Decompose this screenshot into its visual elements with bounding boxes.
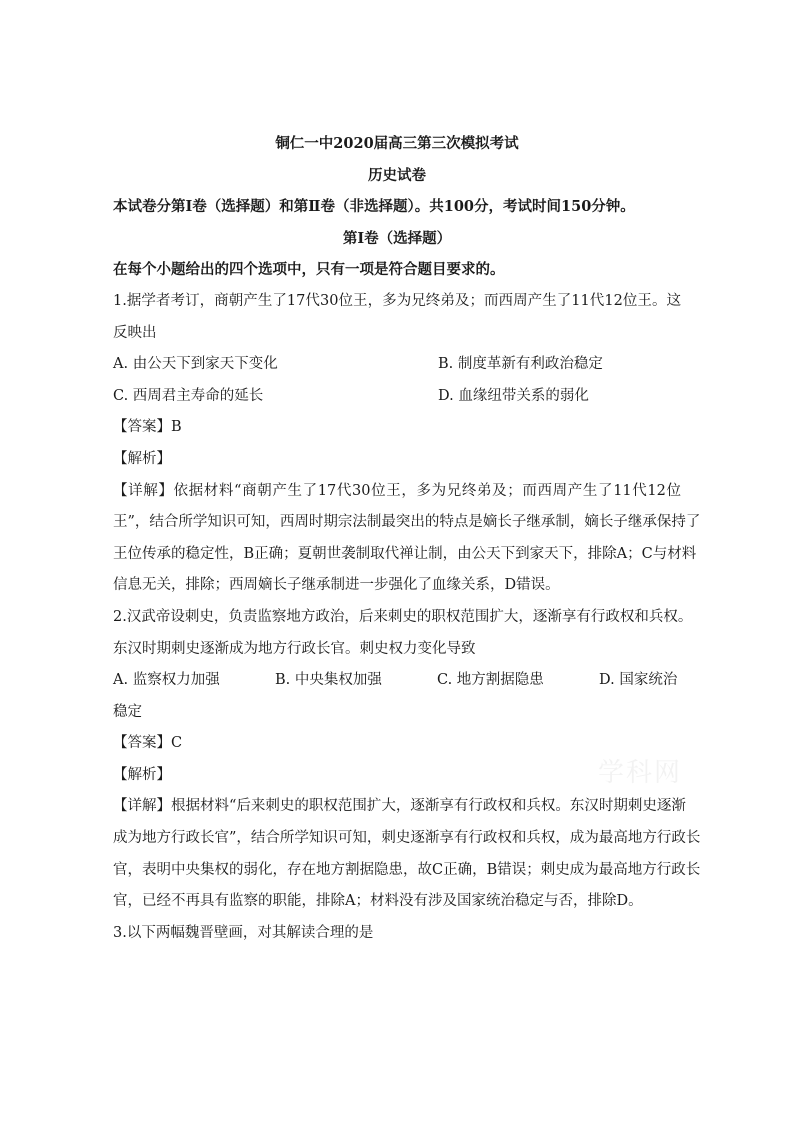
section-title: 第Ⅰ卷（选择题） <box>342 229 452 247</box>
q2-detail-line3: 官，表明中央集权的弱化，存在地方割据隐患，故C正确，B错误；刺史成为最高地方行政长 <box>113 861 701 878</box>
q2-option-d[interactable]: D. 国家统治 <box>599 672 678 689</box>
q1-detail-line4: 信息无关，排除；西周嫡长子继承制进一步强化了血缘关系，D错误。 <box>113 577 560 594</box>
q1-option-b[interactable]: B. 制度革新有利政治稳定 <box>438 356 603 373</box>
subject-title: 历史试卷 <box>368 166 426 184</box>
q1-option-c[interactable]: C. 西周君主寿命的延长 <box>113 387 264 404</box>
watermark: 学科网 <box>598 758 683 788</box>
q1-options-row1 <box>113 349 681 381</box>
q2-options-row <box>113 665 681 697</box>
q1-detail-line2: 王”，结合所学知识可知，西周时期宗法制最突出的特点是嫡长子继承制，嫡长子继承保持了 <box>113 514 701 531</box>
exam-instructions: 本试卷分第Ⅰ卷（选择题）和第Ⅱ卷（非选择题）。共100分，考试时间150分钟。 <box>113 198 635 216</box>
q2-stem-line1: 2.汉武帝设刺史，负责监察地方政治，后来刺史的职权范围扩大，逐渐享有行政权和兵权。 <box>113 608 693 625</box>
q1-stem-line2: 反映出 <box>113 324 157 341</box>
q2-stem-line2: 东汉时期刺史逐渐成为地方行政长官。刺史权力变化导致 <box>113 640 476 657</box>
q1-option-d[interactable]: D. 血缘纽带关系的弱化 <box>438 387 589 404</box>
q2-option-d-overflow: 稳定 <box>113 703 142 720</box>
q2-detail-line2: 成为地方行政长官”，结合所学知识可知，刺史逐渐享有行政权和兵权，成为最高地方行政长 <box>113 830 701 847</box>
q2-detail-line4: 官，已经不再具有监察的职能，排除A；材料没有涉及国家统治稳定与否，排除D。 <box>113 893 643 910</box>
exam-page <box>113 128 701 949</box>
q2-option-c[interactable]: C. 地方割据隐患 <box>437 672 544 689</box>
exam-title: 铜仁一中2020届高三第三次模拟考试 <box>275 135 519 152</box>
q2-detail-line1: 【详解】根据材料“后来刺史的职权范围扩大，逐渐享有行政权和兵权。东汉时期刺史逐渐 <box>113 798 686 815</box>
q3-stem-line1: 3.以下两幅魏晋壁画，对其解读合理的是 <box>113 924 374 941</box>
section-instruction: 在每个小题给出的四个选项中，只有一项是符合题目要求的。 <box>113 261 505 279</box>
q2-option-a[interactable]: A. 监察权力加强 <box>113 672 220 689</box>
q1-detail-line1: 【详解】依据材料“商朝产生了17代30位王，多为兄终弟及；而西周产生了11代12位 <box>113 482 681 499</box>
q1-options-row2 <box>113 381 681 413</box>
q2-analysis-label: 【解析】 <box>113 766 171 783</box>
q1-detail-line3: 王位传承的稳定性，B正确；夏朝世袭制取代禅让制，由公天下到家天下，排除A；C与材料 <box>113 545 697 562</box>
q1-stem-line1: 1.据学者考订，商朝产生了17代30位王，多为兄终弟及；而西周产生了11代12位王。这 <box>113 292 681 309</box>
q1-option-a[interactable]: A. 由公天下到家天下变化 <box>113 356 278 373</box>
q2-option-b[interactable]: B. 中央集权加强 <box>275 672 382 689</box>
q1-answer: 【答案】B <box>113 419 182 436</box>
q2-answer: 【答案】C <box>113 735 183 752</box>
q1-analysis-label: 【解析】 <box>113 450 171 467</box>
